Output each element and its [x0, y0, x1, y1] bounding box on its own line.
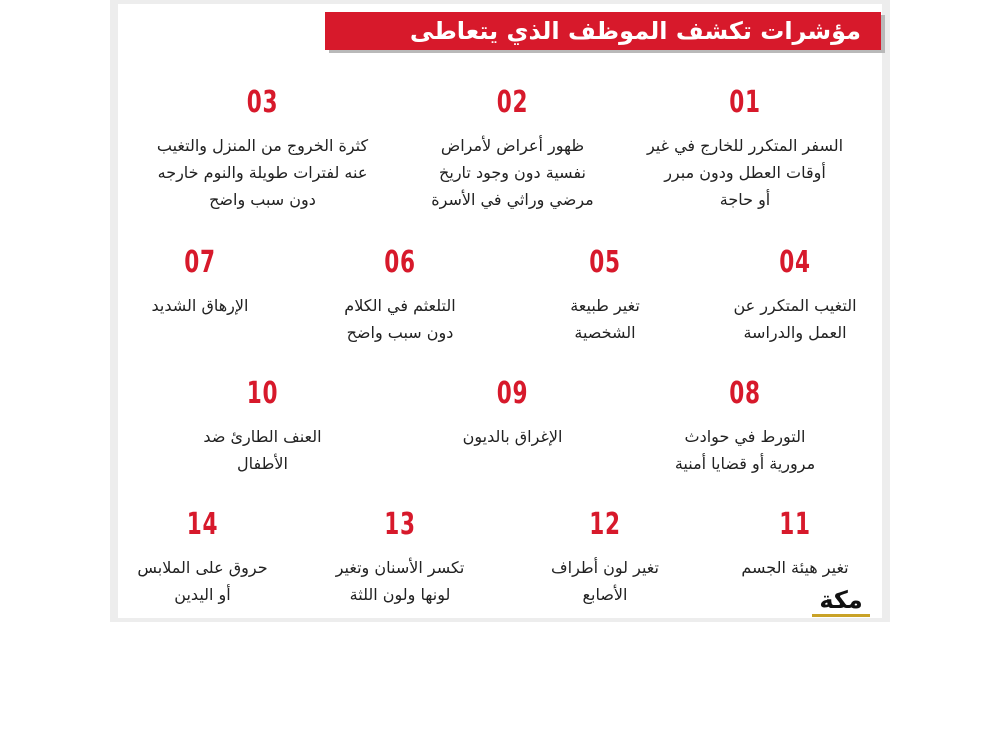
indicator-item-05 [520, 246, 690, 346]
indicator-text: التغيب المتكرر عن العمل والدراسة [733, 296, 857, 342]
indicator-number: 05 [589, 245, 621, 280]
indicator-number: 06 [384, 245, 416, 280]
makkah-logo [806, 588, 876, 620]
indicator-item-09 [425, 377, 600, 450]
indicator-number: 11 [779, 507, 811, 542]
indicator-item-14 [120, 508, 285, 608]
indicator-text: الإغراق بالديون [462, 427, 563, 446]
indicator-text: تكسر الأسنان وتغير لونها ولون اللثة [335, 558, 465, 604]
indicator-text: السفر المتكرر للخارج في غير أوقات العطل ودون مبرر أو حاجة [646, 136, 844, 209]
indicator-item-04 [710, 246, 880, 346]
indicator-item-02 [405, 86, 620, 213]
indicator-number: 01 [729, 85, 761, 120]
indicator-number: 14 [186, 507, 219, 542]
indicator-item-10 [175, 377, 350, 477]
indicator-number: 02 [496, 85, 529, 120]
logo-wordmark: مكة [819, 586, 863, 614]
indicator-text: ظهور أعراض لأمراض نفسية دون وجود تاريخ مرضي وراثي في الأسرة [431, 136, 594, 209]
indicator-item-07 [125, 246, 275, 319]
indicator-item-03 [140, 86, 385, 213]
indicator-text: حروق على الملابس أو اليدين [137, 558, 268, 604]
indicator-text: التورط في حوادث مرورية أو قضايا أمنية [674, 427, 816, 473]
indicator-number: 09 [496, 376, 529, 411]
indicator-text: تغير هيئة الجسم [741, 558, 849, 577]
indicator-number: 04 [779, 245, 811, 280]
indicator-item-12 [520, 508, 690, 608]
indicator-item-01 [640, 86, 850, 213]
indicator-number: 10 [246, 376, 279, 411]
infographic-title: مؤشرات تكشف الموظف الذي يتعاطى مخدرات [325, 12, 881, 50]
indicator-text: العنف الطارئ ضد الأطفال [203, 427, 322, 473]
indicator-item-08 [650, 377, 840, 477]
indicator-number: 08 [729, 376, 761, 411]
indicator-number: 03 [246, 85, 279, 120]
indicator-text: التلعثم في الكلام دون سبب واضح [344, 296, 456, 342]
indicator-text: تغير طبيعة الشخصية [570, 296, 640, 342]
indicator-text: تغير لون أطراف الأصابع [551, 558, 659, 604]
indicator-number: 12 [589, 507, 621, 542]
indicator-number: 07 [184, 245, 216, 280]
indicator-text: كثرة الخروج من المنزل والتغيب عنه لفترات طويلة والنوم خارجه دون سبب واضح [156, 136, 369, 209]
logo-underline [812, 614, 870, 617]
indicator-item-06 [315, 246, 485, 346]
indicator-text: الإرهاق الشديد [151, 296, 249, 315]
indicator-item-13 [310, 508, 490, 608]
indicator-item-11 [710, 508, 880, 581]
indicator-number: 13 [384, 507, 416, 542]
